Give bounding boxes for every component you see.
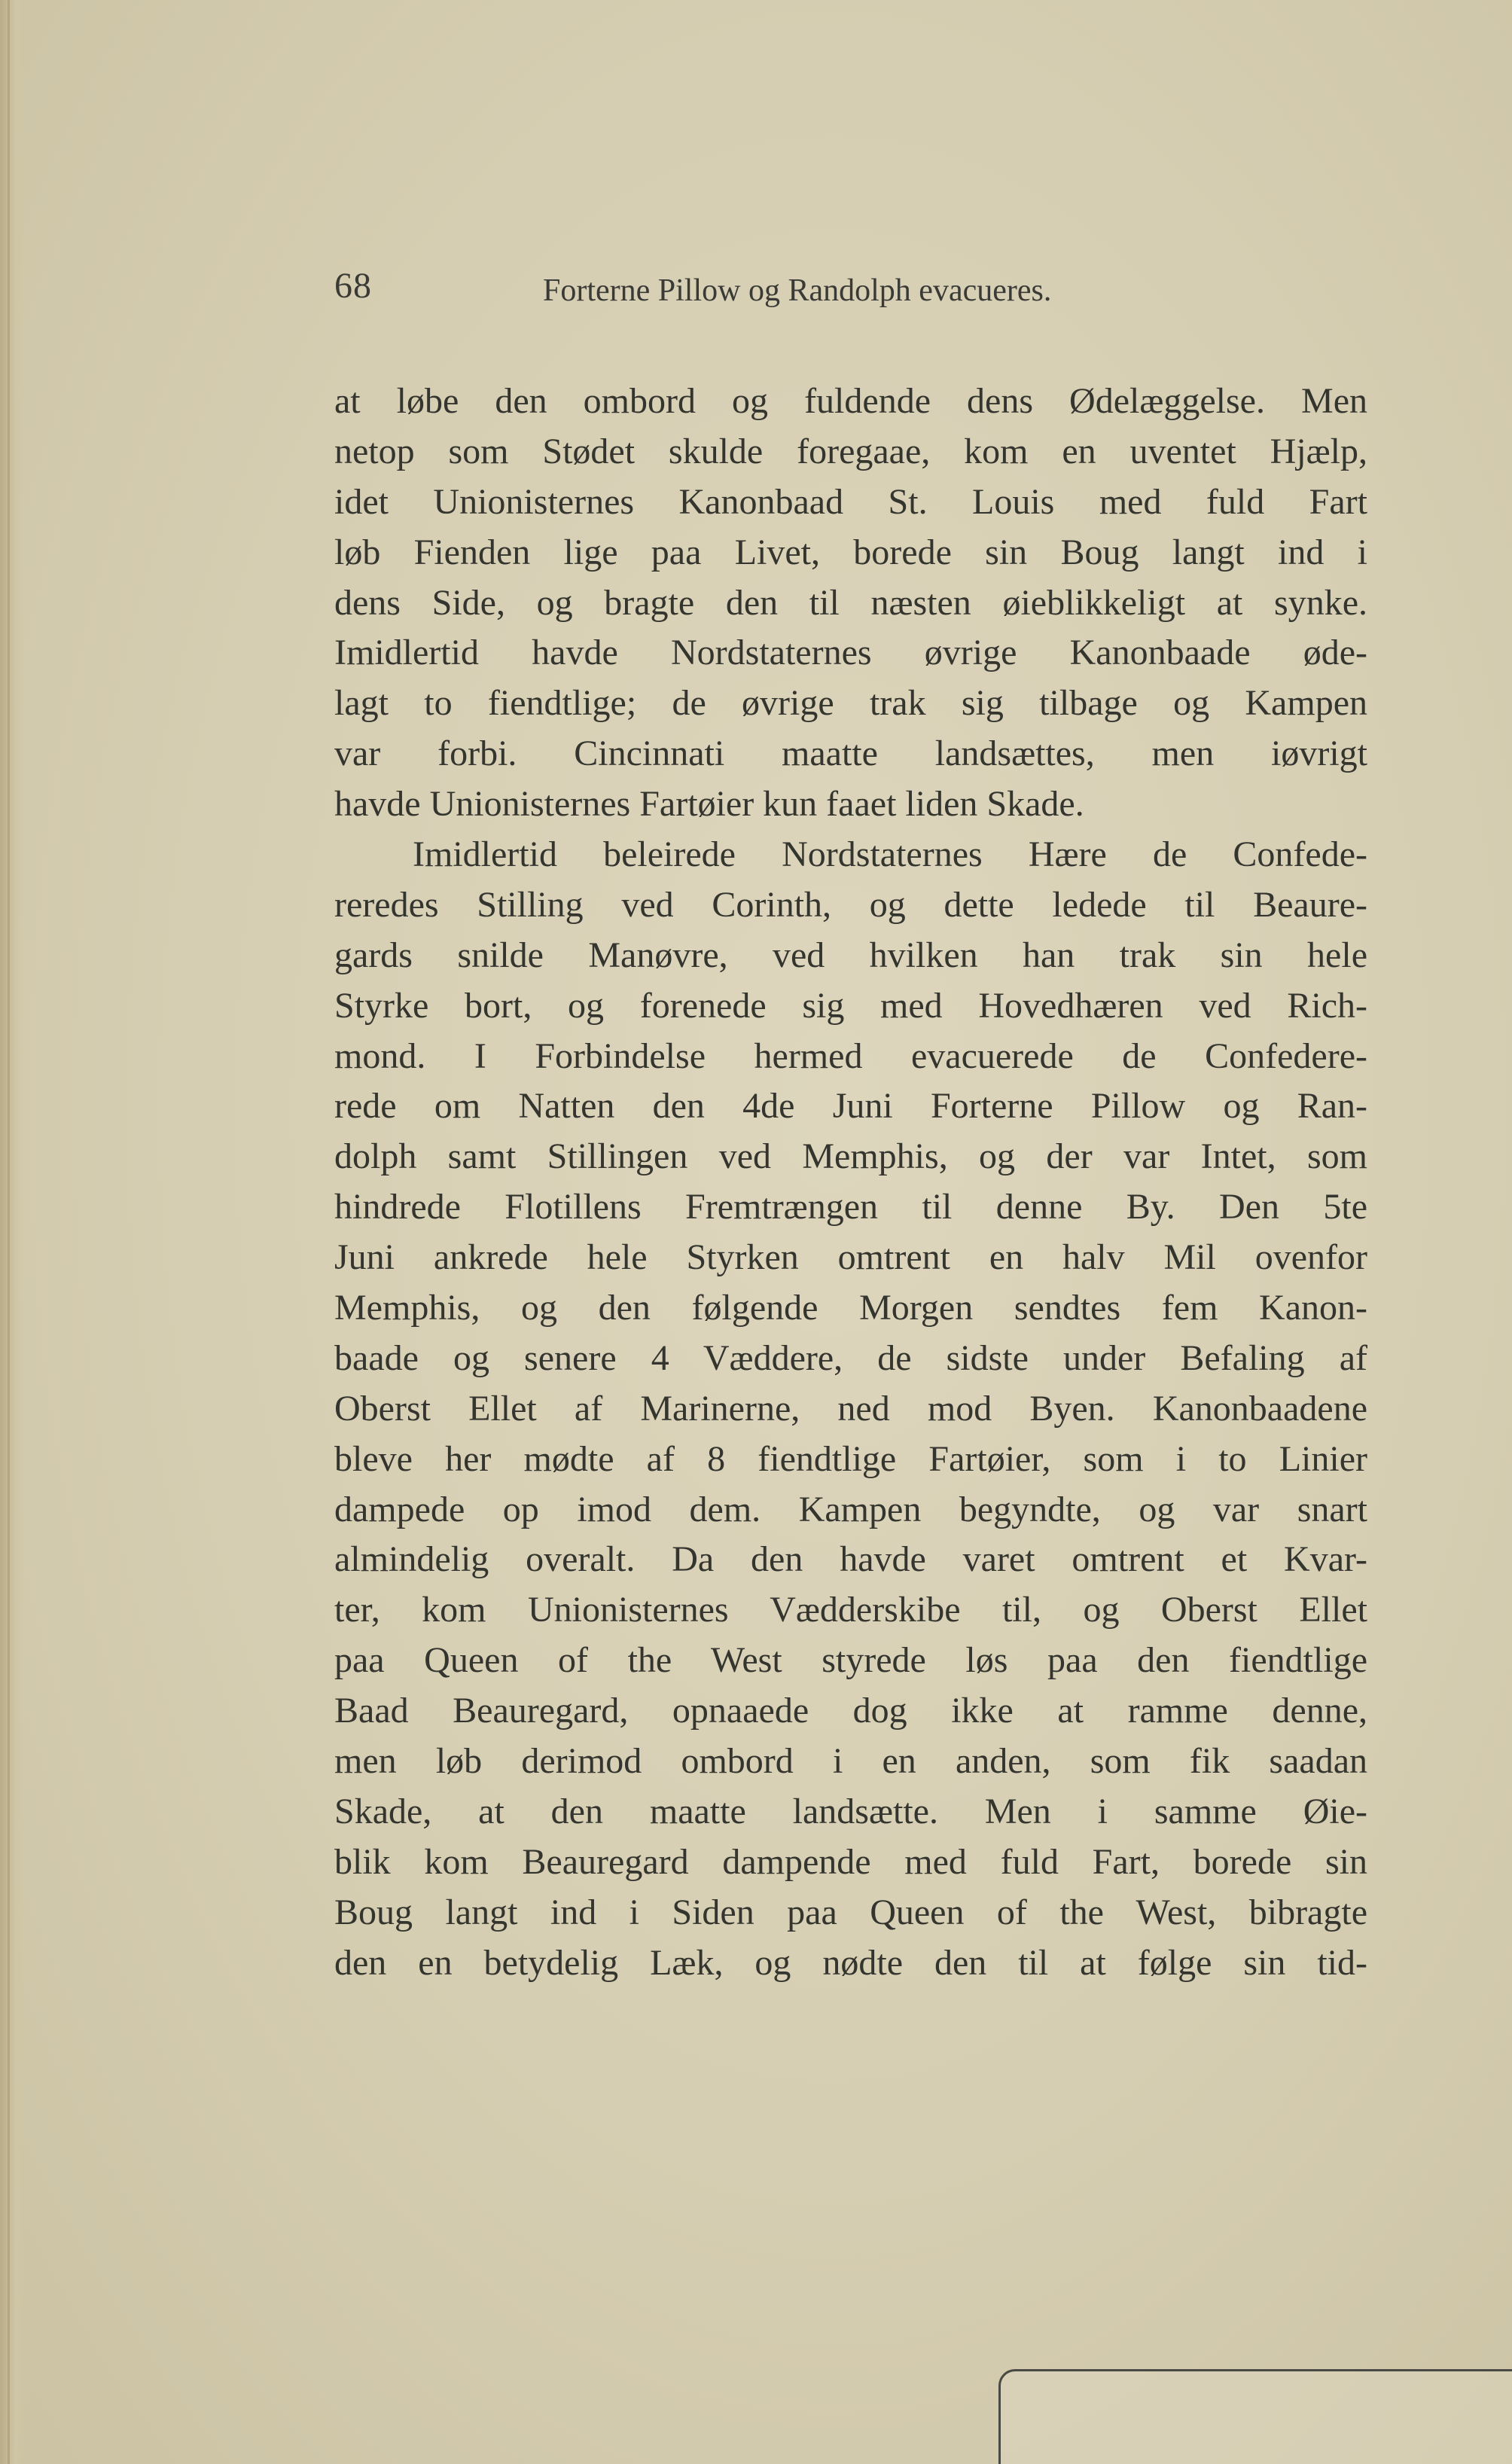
text-line: Boug langt ind i Siden paa Queen of the West, bibragte bbox=[334, 1892, 1367, 1932]
text-line: netop som Stødet skulde foregaae, kom en uventet Hjælp, bbox=[334, 431, 1367, 471]
text-line: Baad Beauregard, opnaaede dog ikke at ramme denne, bbox=[334, 1691, 1367, 1731]
text-line: havde Unionisternes Fartøier kun faaet liden Skade. bbox=[334, 784, 1084, 825]
text-line: men løb derimod ombord i en anden, som fik saadan bbox=[334, 1741, 1367, 1782]
body-text bbox=[334, 377, 1367, 1989]
text-line: Juni ankrede hele Styrken omtrent en halv Mil ovenfor bbox=[334, 1237, 1367, 1278]
text-line: rede om Natten den 4de Juni Forterne Pillow og Ran- bbox=[334, 1086, 1367, 1127]
library-label-box bbox=[998, 2369, 1512, 2464]
text-line: paa Queen of the West styrede løs paa den fiendtlige bbox=[334, 1640, 1367, 1681]
running-title: Forterne Pillow og Randolph evacueres. bbox=[543, 273, 1052, 308]
text-line: baade og senere 4 Væddere, de sidste under Befaling af bbox=[334, 1337, 1367, 1378]
text-line: den en betydelig Læk, og nødte den til at følge sin tid- bbox=[334, 1942, 1367, 1983]
page-header bbox=[334, 265, 1366, 318]
text-line: blik kom Beauregard dampende med fuld Fart, borede sin bbox=[334, 1841, 1367, 1882]
text-line: lagt to fiendtlige; de øvrige trak sig tilbage og Kampen bbox=[334, 683, 1367, 724]
text-line: Skade, at den maatte landsætte. Men i samme Øie- bbox=[334, 1791, 1367, 1831]
text-line: Memphis, og den følgende Morgen sendtes fem Kanon- bbox=[334, 1288, 1367, 1328]
text-line: idet Unionisternes Kanonbaad St. Louis med fuld Fart bbox=[334, 481, 1367, 522]
text-line: almindelig overalt. Da den havde varet omtrent et Kvar- bbox=[334, 1539, 1367, 1580]
page-number: 68 bbox=[334, 266, 372, 306]
text-line: hindrede Flotillens Fremtrængen til denne By. Den 5te bbox=[334, 1187, 1367, 1227]
page-spine-edge bbox=[0, 0, 26, 2464]
text-line: dolph samt Stillingen ved Memphis, og der var Intet, som bbox=[334, 1136, 1367, 1177]
text-line: var forbi. Cincinnati maatte landsættes, men iøvrigt bbox=[334, 733, 1367, 774]
text-line: bleve her mødte af 8 fiendtlige Fartøier, som i to Linier bbox=[334, 1438, 1367, 1479]
text-line: reredes Stilling ved Corinth, og dette ledede til Beaure- bbox=[334, 884, 1367, 925]
text-line: at løbe den ombord og fuldende dens Ødelæggelse. Men bbox=[334, 381, 1367, 421]
text-line: Imidlertid havde Nordstaternes øvrige Kanonbaade øde- bbox=[334, 633, 1367, 673]
text-line: Oberst Ellet af Marinerne, ned mod Byen. Kanonbaadene bbox=[334, 1388, 1367, 1429]
text-line: Imidlertid beleirede Nordstaternes Hære de Confede- bbox=[413, 834, 1367, 875]
text-line: ter, kom Unionisternes Vædderskibe til, og Oberst Ellet bbox=[334, 1590, 1367, 1630]
text-line: dens Side, og bragte den til næsten øieblikkeligt at synke. bbox=[334, 582, 1367, 623]
text-line: dampede op imod dem. Kampen begyndte, og var snart bbox=[334, 1489, 1367, 1529]
page-spine-line bbox=[8, 0, 10, 2464]
text-line: Styrke bort, og forenede sig med Hovedhæren ved Rich- bbox=[334, 985, 1367, 1026]
text-line: mond. I Forbindelse hermed evacuerede de Confedere- bbox=[334, 1035, 1367, 1076]
text-line: løb Fienden lige paa Livet, borede sin Boug langt ind i bbox=[334, 532, 1367, 572]
text-line: gards snilde Manøvre, ved hvilken han trak sin hele bbox=[334, 935, 1367, 975]
